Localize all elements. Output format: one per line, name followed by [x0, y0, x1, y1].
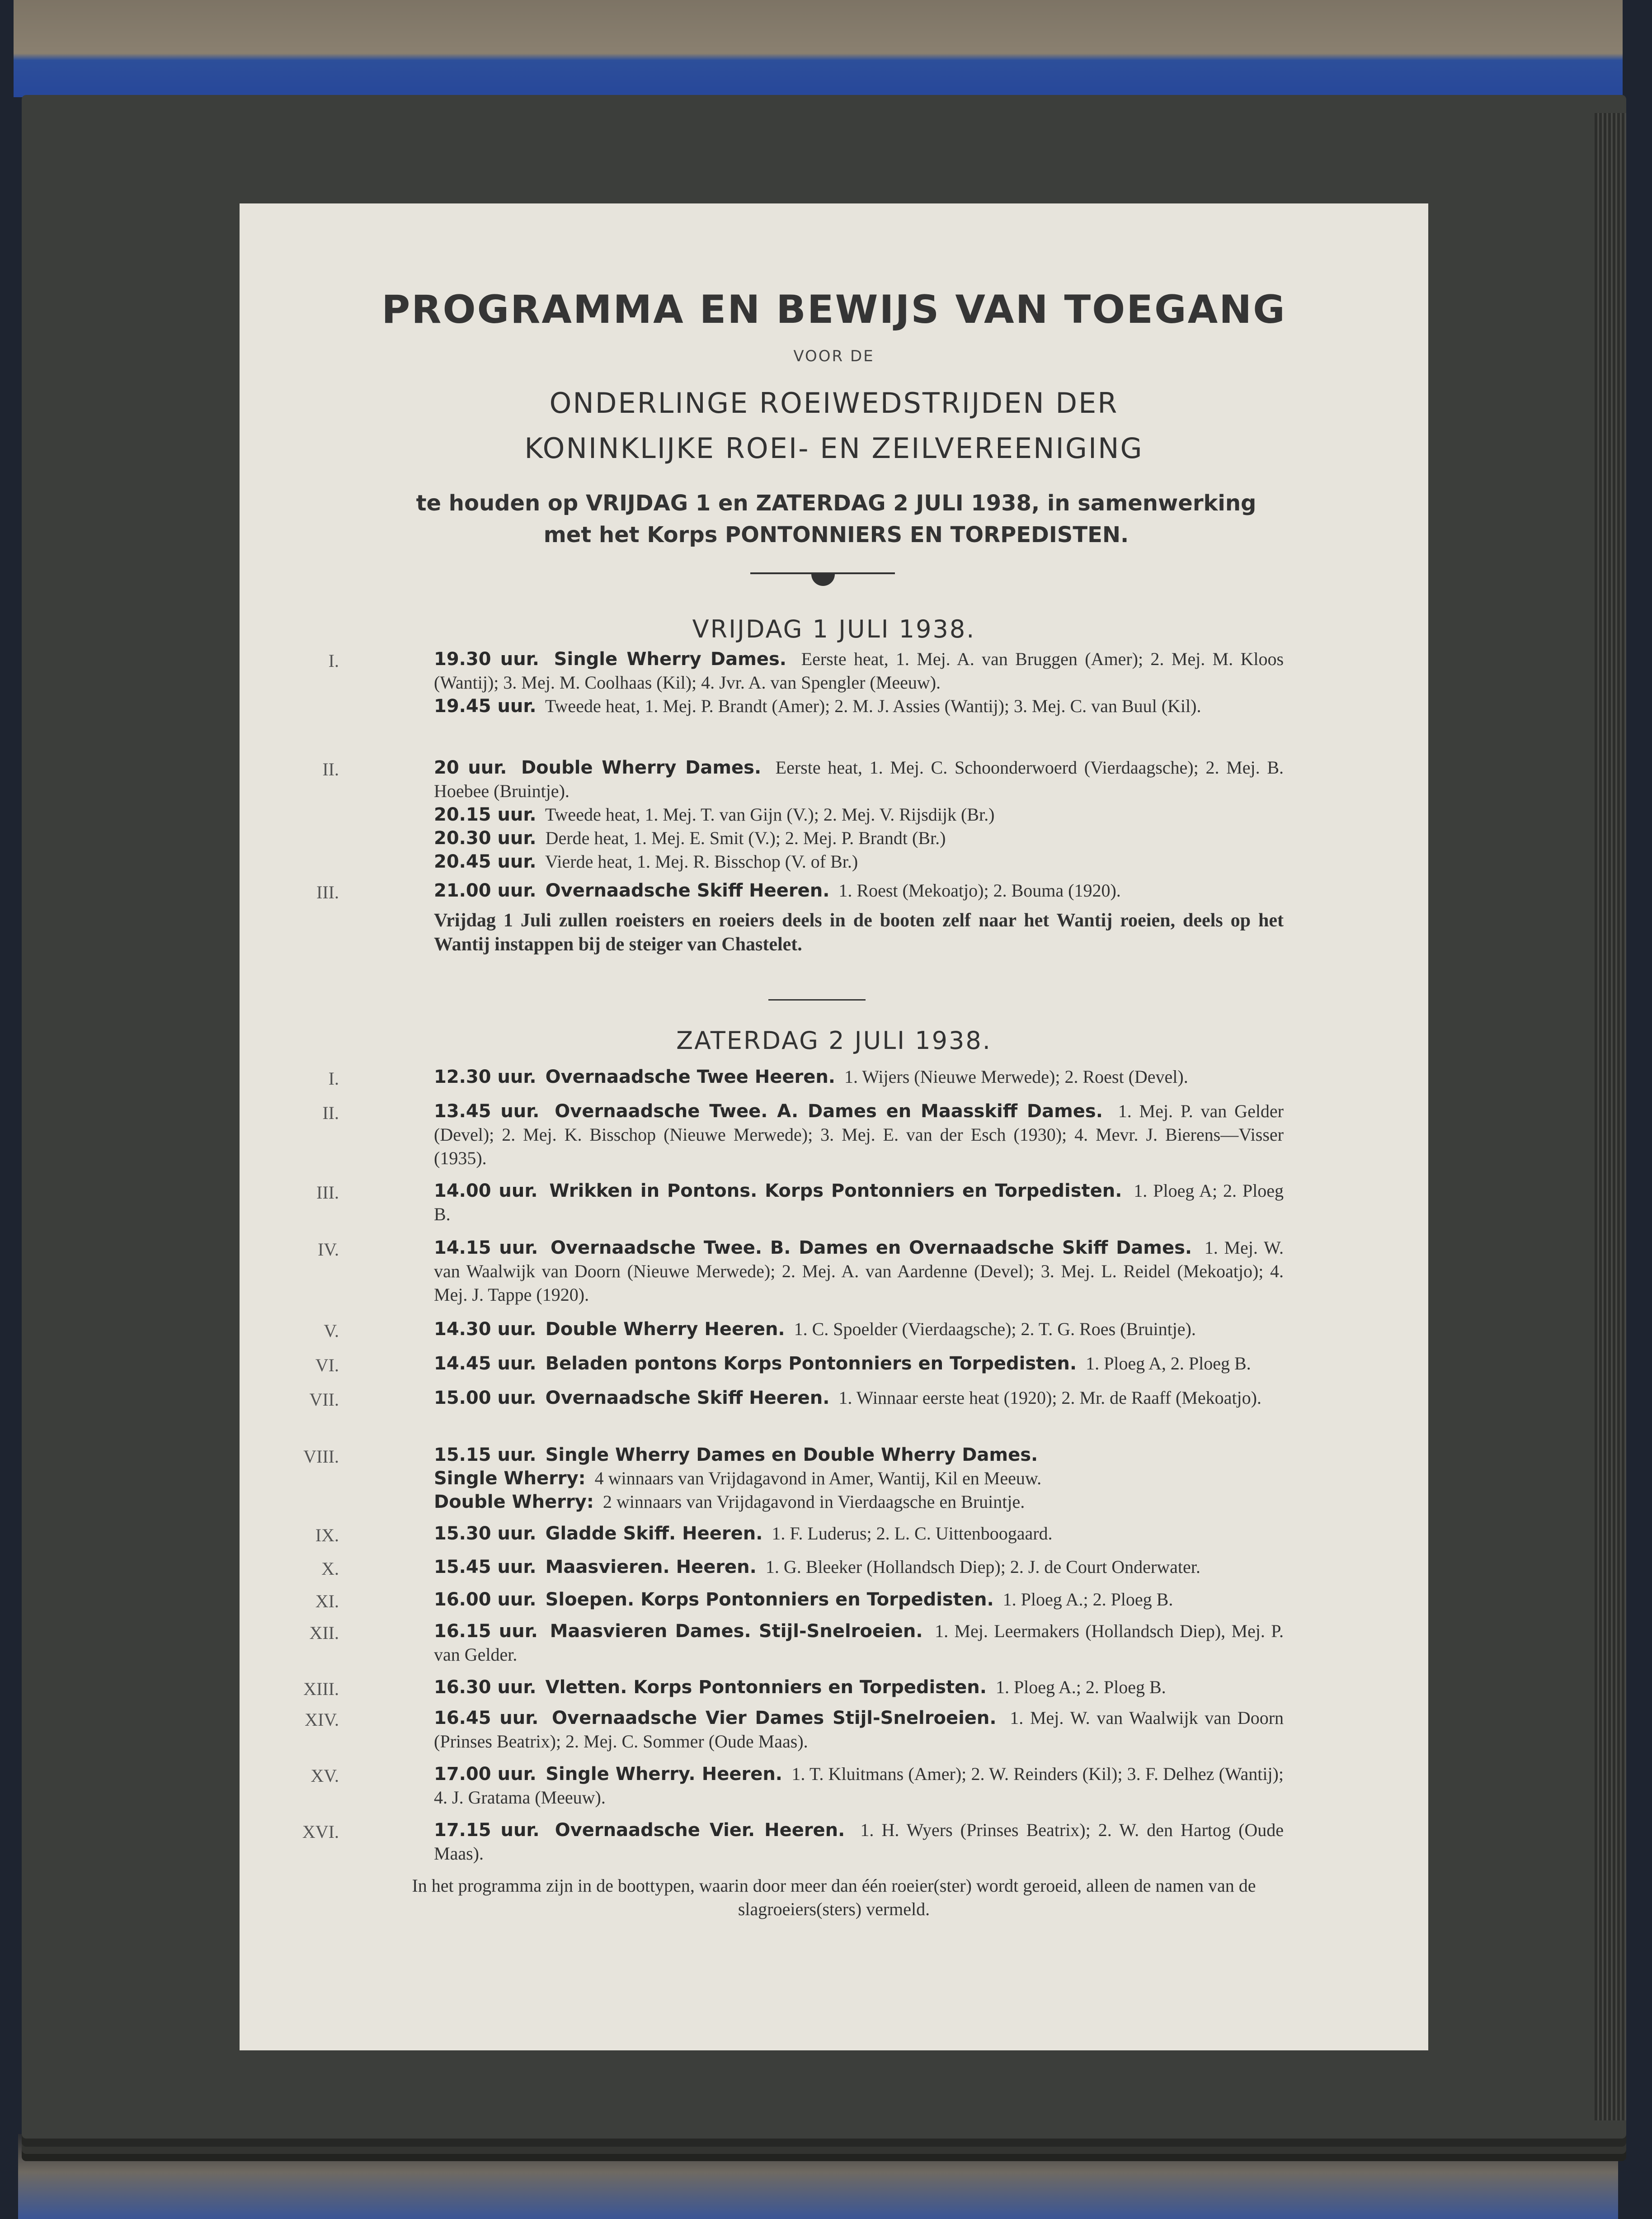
entry-number: VIII. — [303, 1446, 339, 1467]
saturday-entry-11: 16.00 uur. Sloepen. Korps Pontonniers en Torpedisten. 1. Ploeg A.; 2. Ploeg B. — [434, 1589, 1173, 1610]
saturday-entry-6: 14.45 uur. Beladen pontons Korps Pontonniers en Torpedisten. 1. Ploeg A, 2. Ploeg B. — [434, 1353, 1251, 1374]
saturday-entry-8-sub-2: Double Wherry: 2 winnaars van Vrijdagavond in Vierdaagsche en Bruintje. — [434, 1492, 1025, 1512]
entry-number: I. — [328, 651, 339, 671]
entry-number: XIII. — [303, 1679, 339, 1699]
saturday-entry-7: 15.00 uur. Overnaadsche Skiff Heeren. 1. Winnaar eerste heat (1920); 2. Mr. de Raaff (Mekoatjo). — [434, 1388, 1261, 1408]
entry-number: X. — [321, 1558, 339, 1579]
entry-number: XV. — [311, 1766, 339, 1786]
friday-entry-2b: 20.15 uur. Tweede heat, 1. Mej. T. van Gijn (V.); 2. Mej. V. Rijsdijk (Br.) — [434, 804, 995, 825]
friday-heading: VRIJDAG 1 JULI 1938. — [692, 615, 976, 643]
friday-entry-2a: 20 uur. Double Wherry Dames. Eerste heat, 1. Mej. C. Schoonderwoerd (Vierdaagsche); 2. Mej. B. Hoebee (Bruintje). — [434, 757, 1284, 801]
ornament-icon — [811, 574, 835, 586]
saturday-entry-15: 17.00 uur. Single Wherry. Heeren. 1. T. Kluitmans (Amer); 2. W. Reinders (Kil); 3. F. Delhez (Wantij); 4. J. Gratama (Meeuw). — [434, 1764, 1284, 1808]
entry-number: IV. — [317, 1239, 339, 1260]
divider-rule — [768, 999, 866, 1001]
entry-number: XVI. — [302, 1822, 339, 1842]
saturday-entry-10: 15.45 uur. Maasvieren. Heeren. 1. G. Bleeker (Hollandsch Diep); 2. J. de Court Onderwater. — [434, 1557, 1200, 1577]
entry-number: IX. — [315, 1525, 339, 1545]
saturday-entry-8-sub-1: Single Wherry: 4 winnaars van Vrijdagavond in Amer, Wantij, Kil en Meeuw. — [434, 1468, 1042, 1489]
entry-number: I. — [328, 1068, 339, 1089]
intro-line-1: te houden op VRIJDAG 1 en ZATERDAG 2 JULI 1938, in samenwerking — [416, 491, 1257, 516]
document-title: PROGRAMMA EN BEWIJS VAN TOEGANG — [381, 287, 1286, 332]
entry-number: XI. — [315, 1591, 339, 1611]
entry-number: II. — [322, 759, 339, 779]
album-page-edges — [1595, 113, 1626, 2120]
entry-number: III. — [316, 1182, 339, 1203]
organisation-line-2: KONINKLIJKE ROEI- EN ZEILVEREENIGING — [524, 432, 1144, 465]
saturday-entry-2: 13.45 uur. Overnaadsche Twee. A. Dames en Maasskiff Dames. 1. Mej. P. van Gelder (Devel); 2. Mej. K. Bisschop (Nieuwe Merwede); 3. Mej. E. van der Esch (1930); 4. Mevr. J. Bierens—Visser (1935). — [434, 1101, 1284, 1168]
saturday-entry-9: 15.30 uur. Gladde Skiff. Heeren. 1. F. Luderus; 2. L. C. Uittenboogaard. — [434, 1523, 1053, 1544]
entry-number: III. — [316, 882, 339, 902]
friday-entry-2c: 20.30 uur. Derde heat, 1. Mej. E. Smit (V.); 2. Mej. P. Brandt (Br.) — [434, 828, 946, 849]
saturday-entry-3: 14.00 uur. Wrikken in Pontons. Korps Pontonniers en Torpedisten. 1. Ploeg A; 2. Ploeg B. — [434, 1180, 1284, 1224]
album-cover-bottom — [18, 2134, 1618, 2219]
footnote: In het programma zijn in de boottypen, waarin door meer dan één roeier(ster) wordt geroeid, alleen de namen van de slagroeiers(sters) vermeld. — [412, 1875, 1256, 1919]
saturday-entry-8: 15.15 uur. Single Wherry Dames en Double Wherry Dames. — [434, 1445, 1038, 1465]
saturday-entry-13: 16.30 uur. Vletten. Korps Pontonniers en Torpedisten. 1. Ploeg A.; 2. Ploeg B. — [434, 1677, 1166, 1698]
saturday-entry-14: 16.45 uur. Overnaadsche Vier Dames Stijl-Snelroeien. 1. Mej. W. van Waalwijk van Doorn (Prinses Beatrix); 2. Mej. C. Sommer (Oude Maas). — [434, 1708, 1284, 1752]
entry-number: XIV. — [305, 1709, 339, 1730]
saturday-entry-16: 17.15 uur. Overnaadsche Vier. Heeren. 1. H. Wyers (Prinses Beatrix); 2. W. den Hartog (Oude Maas). — [434, 1820, 1284, 1864]
friday-entry-1b: 19.45 uur. Tweede heat, 1. Mej. P. Brandt (Amer); 2. M. J. Assies (Wantij); 3. Mej. C. van Buul (Kil). — [434, 696, 1201, 717]
friday-entry-1a: 19.30 uur. Single Wherry Dames. Eerste heat, 1. Mej. A. van Bruggen (Amer); 2. Mej. M. Kloos (Wantij); 3. Mej. M. Coolhaas (Kil); 4. Jvr. A. van Spengler (Meeuw). — [434, 649, 1284, 693]
organisation-line-1: ONDERLINGE ROEIWEDSTRIJDEN DER — [549, 387, 1119, 420]
saturday-entry-4: 14.15 uur. Overnaadsche Twee. B. Dames en Overnaadsche Skiff Dames. 1. Mej. W. van Waalwijk van Doorn (Nieuwe Merwede); 2. Mej. A. van Aardenne (Devel); 3. Mej. L. Reidel (Mekoatjo); 4. Mej. J. Tappe (1920). — [434, 1237, 1284, 1305]
entry-number: VII. — [309, 1389, 339, 1410]
album-cover-top — [14, 0, 1623, 97]
friday-entry-2d: 20.45 uur. Vierde heat, 1. Mej. R. Bisschop (V. of Br.) — [434, 851, 858, 872]
saturday-entry-5: 14.30 uur. Double Wherry Heeren. 1. C. Spoelder (Vierdaagsche); 2. T. G. Roes (Bruintje). — [434, 1319, 1196, 1340]
saturday-entry-1: 12.30 uur. Overnaadsche Twee Heeren. 1. Wijers (Nieuwe Merwede); 2. Roest (Devel). — [434, 1067, 1188, 1087]
entry-number: XII. — [309, 1623, 339, 1643]
intro-line-2: met het Korps PONTONNIERS EN TORPEDISTEN. — [543, 522, 1129, 548]
saturday-heading: ZATERDAG 2 JULI 1938. — [676, 1026, 992, 1055]
saturday-entry-12: 16.15 uur. Maasvieren Dames. Stijl-Snelroeien. 1. Mej. Leermakers (Hollandsch Diep), Mej. P. van Gelder. — [434, 1621, 1284, 1665]
friday-entry-3: 21.00 uur. Overnaadsche Skiff Heeren. 1. Roest (Mekoatjo); 2. Bouma (1920). — [434, 880, 1121, 901]
entry-number: II. — [322, 1103, 339, 1123]
voor-de-label: VOOR DE — [793, 347, 875, 365]
friday-note: Vrijdag 1 Juli zullen roeisters en roeiers deels in de booten zelf naar het Wantij roeien, deels op het Wantij instappen bij de steiger van Chastelet. — [434, 910, 1284, 955]
entry-number: V. — [324, 1321, 339, 1341]
program-sheet — [240, 203, 1428, 2050]
entry-number: VI. — [315, 1355, 339, 1375]
intro-text — [362, 487, 1311, 551]
